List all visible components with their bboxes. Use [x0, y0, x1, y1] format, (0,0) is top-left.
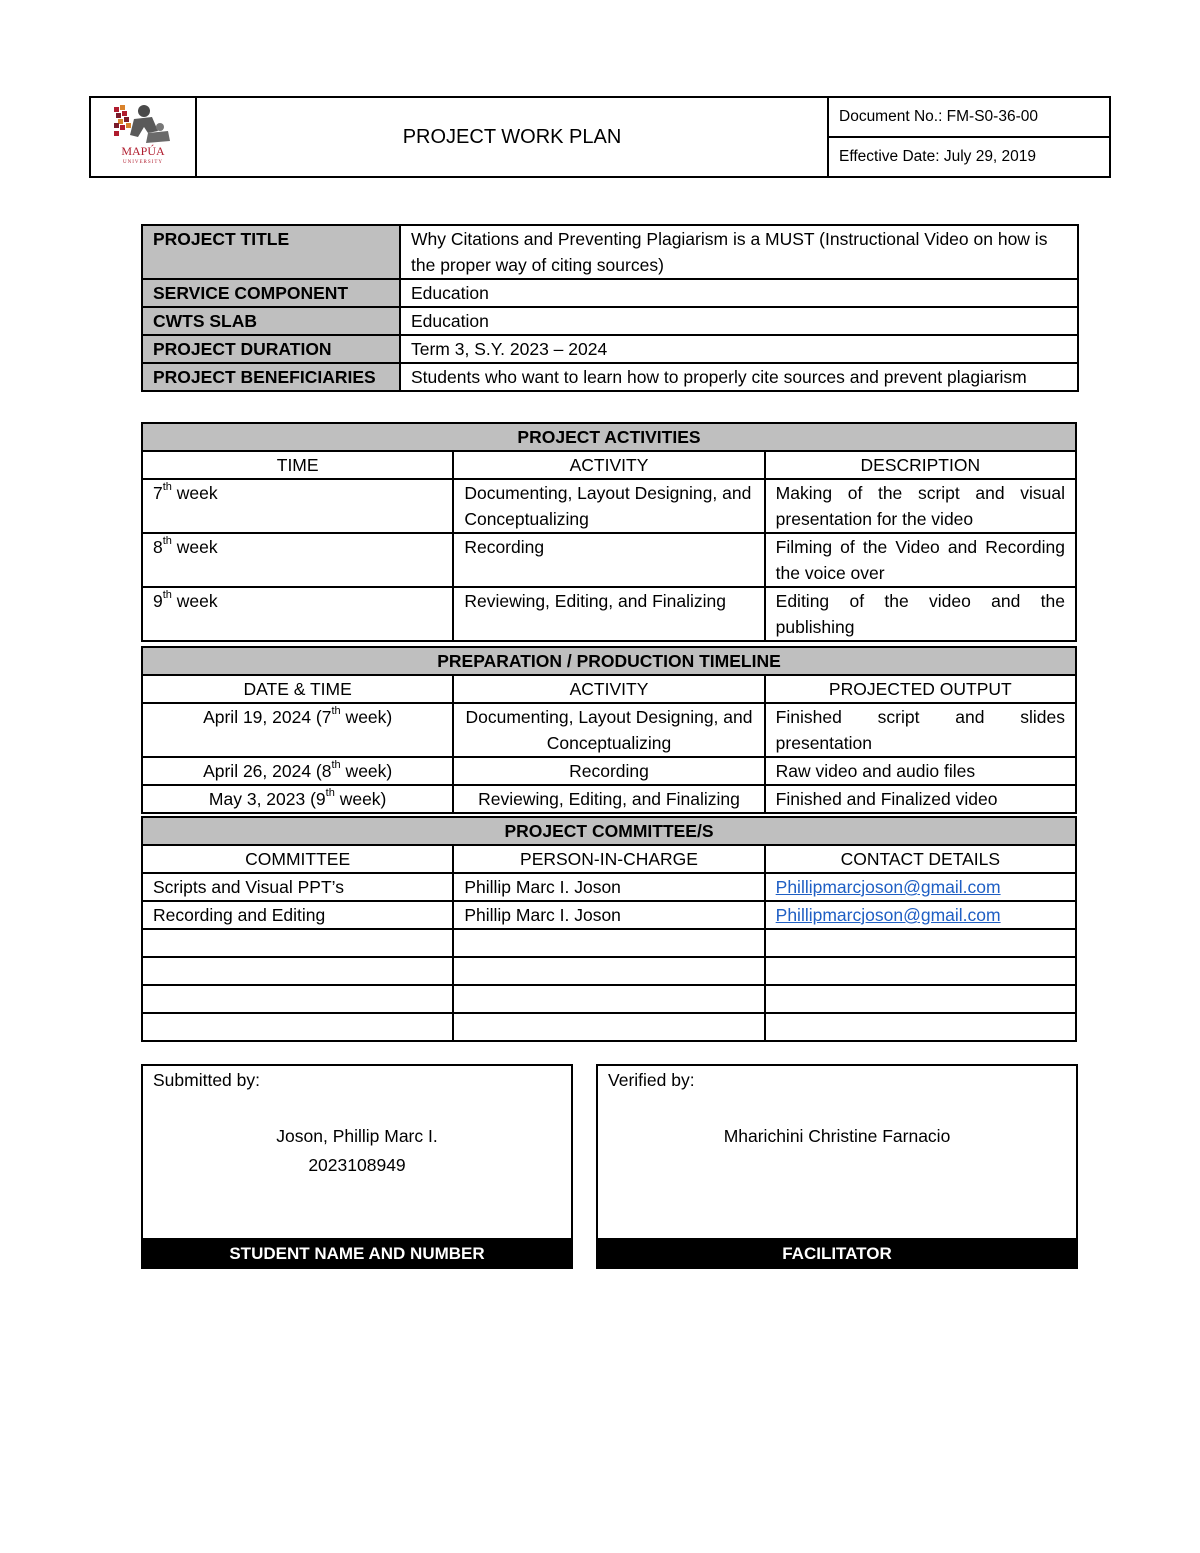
info-label: PROJECT BENEFICIARIES — [142, 363, 400, 391]
email-link[interactable]: Phillipmarcjoson@gmail.com — [775, 905, 1001, 925]
document-header — [89, 96, 1111, 178]
description-cell: Editing of the video and the publishing — [765, 587, 1076, 641]
description-cell: Making of the script and visual presentation for the video — [765, 479, 1076, 533]
empty-row — [142, 957, 1076, 985]
page-title: PROJECT WORK PLAN — [196, 97, 828, 177]
info-label: PROJECT DURATION — [142, 335, 400, 363]
empty-cell — [142, 929, 453, 957]
table-row — [142, 757, 1076, 785]
committee-cell: Scripts and Visual PPT’s — [142, 873, 453, 901]
empty-cell — [765, 929, 1076, 957]
project-activities-table — [141, 422, 1077, 642]
info-value: Why Citations and Preventing Plagiarism is a MUST (Instructional Video on how is the proper way of citing sources) — [400, 225, 1078, 279]
committee-cell: Recording and Editing — [142, 901, 453, 929]
table-row — [142, 873, 1076, 901]
production-timeline-table — [141, 646, 1077, 814]
column-header: PROJECTED OUTPUT — [765, 675, 1076, 703]
section-heading: PROJECT COMMITTEE/S — [142, 817, 1076, 845]
activity-cell: Recording — [453, 533, 764, 587]
output-cell: Finished script and slides presentation — [765, 703, 1076, 757]
empty-row — [142, 929, 1076, 957]
email-link[interactable]: Phillipmarcjoson@gmail.com — [775, 877, 1001, 897]
info-label: PROJECT TITLE — [142, 225, 400, 279]
info-label: SERVICE COMPONENT — [142, 279, 400, 307]
empty-cell — [142, 985, 453, 1013]
activity-cell: Recording — [453, 757, 764, 785]
date-cell: May 3, 2023 (9th week) — [142, 785, 453, 813]
output-cell: Finished and Finalized video — [765, 785, 1076, 813]
empty-cell — [453, 957, 764, 985]
description-cell: Filming of the Video and Recording the voice over — [765, 533, 1076, 587]
time-cell: 8th week — [142, 533, 453, 587]
info-row — [142, 225, 1078, 279]
verified-by-box — [596, 1064, 1078, 1269]
date-cell: April 19, 2024 (7th week) — [142, 703, 453, 757]
info-row — [142, 363, 1078, 391]
person-cell: Phillip Marc I. Joson — [453, 873, 764, 901]
facilitator-footer: FACILITATOR — [596, 1238, 1078, 1269]
section-heading: PROJECT ACTIVITIES — [142, 423, 1076, 451]
info-value: Students who want to learn how to properly cite sources and prevent plagiarism — [400, 363, 1078, 391]
column-header: DATE & TIME — [142, 675, 453, 703]
date-cell: April 26, 2024 (8th week) — [142, 757, 453, 785]
empty-cell — [765, 985, 1076, 1013]
submitted-by-box — [141, 1064, 573, 1269]
empty-row — [142, 1013, 1076, 1041]
student-number: 2023108949 — [308, 1155, 406, 1175]
table-row — [142, 479, 1076, 533]
info-value: Education — [400, 279, 1078, 307]
info-row — [142, 335, 1078, 363]
effective-date: Effective Date: July 29, 2019 — [828, 137, 1110, 177]
table-row — [142, 901, 1076, 929]
time-cell: 7th week — [142, 479, 453, 533]
logo-cell — [90, 97, 196, 177]
column-header: DESCRIPTION — [765, 451, 1076, 479]
document-number: Document No.: FM-S0-36-00 — [828, 97, 1110, 137]
section-heading: PREPARATION / PRODUCTION TIMELINE — [142, 647, 1076, 675]
activity-cell: Reviewing, Editing, and Finalizing — [453, 785, 764, 813]
person-cell: Phillip Marc I. Joson — [453, 901, 764, 929]
column-header: ACTIVITY — [453, 675, 764, 703]
project-info-table — [141, 224, 1079, 392]
submitted-by-label: Submitted by: — [153, 1070, 260, 1090]
empty-cell — [765, 1013, 1076, 1041]
empty-cell — [142, 1013, 453, 1041]
activity-cell: Documenting, Layout Designing, and Conceptualizing — [453, 703, 764, 757]
project-committee-table — [141, 816, 1077, 1042]
empty-cell — [142, 957, 453, 985]
contact-cell — [765, 901, 1076, 929]
column-header: TIME — [142, 451, 453, 479]
mapua-logo — [108, 101, 178, 167]
empty-cell — [765, 957, 1076, 985]
info-row — [142, 307, 1078, 335]
activity-cell: Documenting, Layout Designing, and Conceptualizing — [453, 479, 764, 533]
column-header: CONTACT DETAILS — [765, 845, 1076, 873]
verified-by-label: Verified by: — [608, 1070, 695, 1090]
empty-cell — [453, 929, 764, 957]
info-label: CWTS SLAB — [142, 307, 400, 335]
logo-subtext: UNIVERSITY — [123, 159, 163, 165]
logo-text: MAPÚA — [121, 143, 165, 158]
table-row — [142, 785, 1076, 813]
time-cell: 9th week — [142, 587, 453, 641]
column-header: PERSON-IN-CHARGE — [453, 845, 764, 873]
empty-cell — [453, 1013, 764, 1041]
facilitator-name: Mharichini Christine Farnacio — [723, 1126, 951, 1146]
empty-cell — [453, 985, 764, 1013]
column-header: ACTIVITY — [453, 451, 764, 479]
empty-row — [142, 985, 1076, 1013]
info-row — [142, 279, 1078, 307]
table-row — [142, 587, 1076, 641]
table-row — [142, 533, 1076, 587]
activity-cell: Reviewing, Editing, and Finalizing — [453, 587, 764, 641]
contact-cell — [765, 873, 1076, 901]
column-header: COMMITTEE — [142, 845, 453, 873]
info-value: Education — [400, 307, 1078, 335]
student-footer: STUDENT NAME AND NUMBER — [141, 1238, 573, 1269]
info-value: Term 3, S.Y. 2023 – 2024 — [400, 335, 1078, 363]
table-row — [142, 703, 1076, 757]
student-name: Joson, Phillip Marc I. — [276, 1126, 438, 1146]
output-cell: Raw video and audio files — [765, 757, 1076, 785]
